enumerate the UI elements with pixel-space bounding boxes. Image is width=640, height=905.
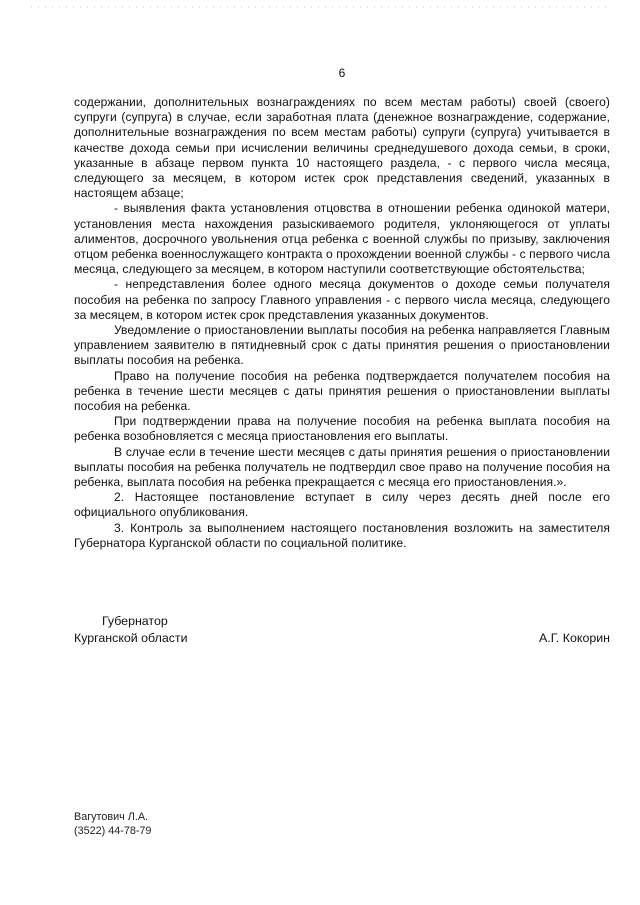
executor-name: Вагутович Л.А. [74,811,149,823]
scan-artifact [28,6,612,8]
executor-contact [74,810,151,838]
paragraph-entry-into-force: 2. Настоящее постановление вступает в силу через десять дней после его официального опубликования. [74,490,610,520]
paragraph-income-docs: - непредставления более одного месяца документов о доходе семьи получателя пособия на ребенка по запросу Главного управления - с первого числа месяца, следующего за месяцем, в котором истек срок представления указанных документов. [74,277,610,322]
executor-phone: (3522) 44-78-79 [74,825,152,837]
document-body [74,95,610,551]
paragraph-notification: Уведомление о приостановлении выплаты пособия на ребенка направляется Главным управлением заявителю в пятидневный срок с даты принятия решения о приостановлении выплаты пособия на ребенка. [74,323,610,368]
paragraph-resumption: При подтверждении права на получение пособия на ребенка выплата пособия на ребенка возобновляется с месяца приостановления его выплаты. [74,414,610,444]
paragraph-continuation: содержании, дополнительных вознаграждениях по всем местам работы) своей (своего) супруги (супруга) в случае, если заработная плата (денежное вознаграждение, содержание, дополнительные вознаграждения по всем местам работы) супруги (супруга) учитывается в качестве дохода семьи при исчислении величины среднедушевого дохода семьи, в сроки, указанные в абзаце первом пункта 10 настоящего раздела, - с первого числа месяца, следующего за месяцем, в котором истек срок представления сведений, указанных в настоящем абзаце; [74,95,610,201]
signature-block [74,613,610,646]
page-number: 6 [338,66,346,80]
signatory-title-line2: Курганской области [74,630,188,645]
signatory-name: А.Г. Кокорин [538,630,610,645]
paragraph-paternity: - выявления факта установления отцовства в отношении ребенка одинокой матери, установления места нахождения разыскиваемого родителя, уклоняющегося от уплаты алиментов, досрочного увольнения отца ребенка с военной службы по призыву, заключения отцом ребенка военнослужащего контракта о прохождении военной службы - с первого числа месяца, следующего за месяцем, в котором наступили соответствующие обстоятельства; [74,201,610,277]
paragraph-right-confirmation: Право на получение пособия на ребенка подтверждается получателем пособия на ребенка в течение шести месяцев с даты принятия решения о приостановлении выплаты пособия на ребенка. [74,368,610,414]
paragraph-control: 3. Контроль за выполнением настоящего постановления возложить на заместителя Губернатора Курганской области по социальной политике. [74,520,610,550]
signatory-title-line1: Губернатор [102,614,168,628]
paragraph-termination: В случае если в течение шести месяцев с даты принятия решения о приостановлении выплаты пособия на ребенка получатель не подтвердил свое право на получение пособия на ребенка, выплата пособия на ребенка прекращается с месяца его приостановления.». [74,444,610,490]
